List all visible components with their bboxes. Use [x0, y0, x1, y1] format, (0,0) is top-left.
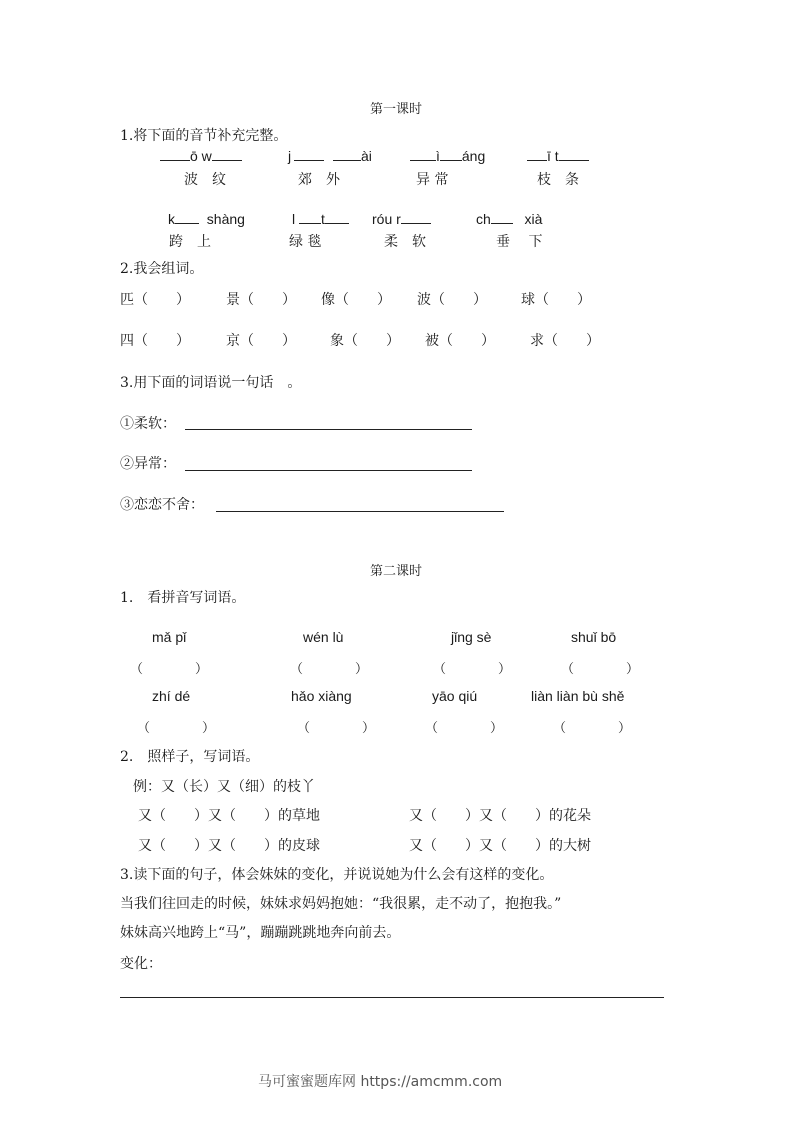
hanzi-4: 枝 条: [537, 172, 579, 188]
pinyin-word-4: shuǐ bō: [571, 629, 617, 645]
zuci-3[interactable]: 像（ ）: [321, 292, 391, 308]
sentence-line-3[interactable]: [216, 511, 504, 512]
section1-title: 第一课时: [370, 102, 423, 117]
answer-paren-2[interactable]: （ ）: [290, 662, 369, 677]
passage-line-1: 当我们往回走的时候，妹妹求妈妈抱她：“我很累，走不动了，抱抱我。”: [120, 896, 562, 912]
sentence-label-3: ③恋恋不舍：: [120, 497, 204, 513]
answer-paren-4[interactable]: （ ）: [561, 662, 640, 677]
hanzi-7: 柔 软: [384, 234, 426, 250]
pattern-item-2[interactable]: 又（ ）又（ ）的花朵: [409, 808, 591, 824]
pinyin-blank-1[interactable]: ō w: [160, 148, 242, 164]
pinyin-word-6: hǎo xiàng: [291, 688, 352, 704]
pinyin-blank-2[interactable]: j: [288, 148, 324, 164]
hanzi-1: 波 纹: [184, 172, 226, 188]
pinyin-blank-6[interactable]: k shàng: [168, 211, 245, 227]
sentence-line-1[interactable]: [185, 429, 472, 430]
zuci-8[interactable]: 象（ ）: [330, 333, 400, 349]
hanzi-6: 绿 毯: [289, 234, 322, 250]
s2-q2-title: 2. 照样子，写词语。: [120, 749, 260, 765]
pinyin-word-1: mǎ pǐ: [152, 629, 187, 645]
pattern-item-3[interactable]: 又（ ）又（ ）的皮球: [138, 838, 320, 854]
zuci-6[interactable]: 四（ ）: [120, 333, 190, 349]
sentence-label-2: ②异常：: [120, 456, 176, 472]
pinyin-word-7: yāo qiú: [432, 688, 478, 704]
answer-paren-6[interactable]: （ ）: [297, 721, 376, 736]
pinyin-blank-4[interactable]: ì áng: [410, 148, 485, 164]
passage-line-2: 妹妹高兴地跨上“马”，蹦蹦跳跳地奔向前去。: [120, 925, 401, 941]
answer-paren-1[interactable]: （ ）: [130, 662, 209, 677]
hanzi-8: 垂 下: [496, 234, 543, 250]
hanzi-5: 跨 上: [169, 234, 211, 250]
pattern-item-1[interactable]: 又（ ）又（ ）的草地: [138, 808, 320, 824]
q3-title: 3.用下面的词语说一句话 。: [120, 375, 302, 391]
zuci-2[interactable]: 景（ ）: [226, 292, 296, 308]
footer-watermark: 马可蜜蜜题库网 https://amcmm.com: [258, 1074, 503, 1090]
zuci-10[interactable]: 求（ ）: [530, 333, 600, 349]
pinyin-word-5: zhí dé: [152, 688, 191, 704]
q2-title: 2.我会组词。: [120, 261, 204, 277]
hanzi-2: 郊 外: [298, 172, 340, 188]
section2-title: 第二课时: [370, 564, 423, 579]
pinyin-word-8: liàn liàn bù shě: [531, 688, 625, 704]
s2-q3-title: 3.读下面的句子，体会妹妹的变化，并说说她为什么会有这样的变化。: [120, 867, 554, 883]
s2-q1-title: 1. 看拼音写词语。: [120, 590, 246, 606]
zuci-5[interactable]: 球（ ）: [521, 292, 591, 308]
zuci-1[interactable]: 匹（ ）: [120, 292, 190, 308]
zuci-4[interactable]: 波（ ）: [417, 292, 487, 308]
answer-paren-3[interactable]: （ ）: [433, 662, 512, 677]
pinyin-blank-8[interactable]: róu r: [372, 211, 431, 227]
pinyin-blank-7[interactable]: l t: [292, 211, 349, 227]
zuci-7[interactable]: 京（ ）: [226, 333, 296, 349]
answer-paren-7[interactable]: （ ）: [425, 721, 504, 736]
q1-title: 1.将下面的音节补充完整。: [120, 128, 288, 144]
change-answer-line[interactable]: [120, 997, 664, 998]
pinyin-word-3: jǐng sè: [451, 629, 492, 645]
answer-paren-5[interactable]: （ ）: [137, 721, 216, 736]
answer-paren-8[interactable]: （ ）: [553, 721, 632, 736]
pinyin-blank-9[interactable]: ch xià: [476, 211, 543, 227]
sentence-line-2[interactable]: [185, 470, 472, 471]
hanzi-3: 异 常: [416, 172, 449, 188]
example-text: 例：又（长）又（细）的枝丫: [133, 779, 315, 795]
pattern-item-4[interactable]: 又（ ）又（ ）的大树: [409, 838, 591, 854]
pinyin-word-2: wén lù: [303, 629, 344, 645]
pinyin-blank-5[interactable]: ī t: [527, 148, 589, 164]
pinyin-blank-3[interactable]: ài: [333, 148, 372, 164]
change-label: 变化：: [120, 956, 162, 972]
zuci-9[interactable]: 被（ ）: [425, 333, 495, 349]
sentence-label-1: ①柔软：: [120, 416, 176, 432]
